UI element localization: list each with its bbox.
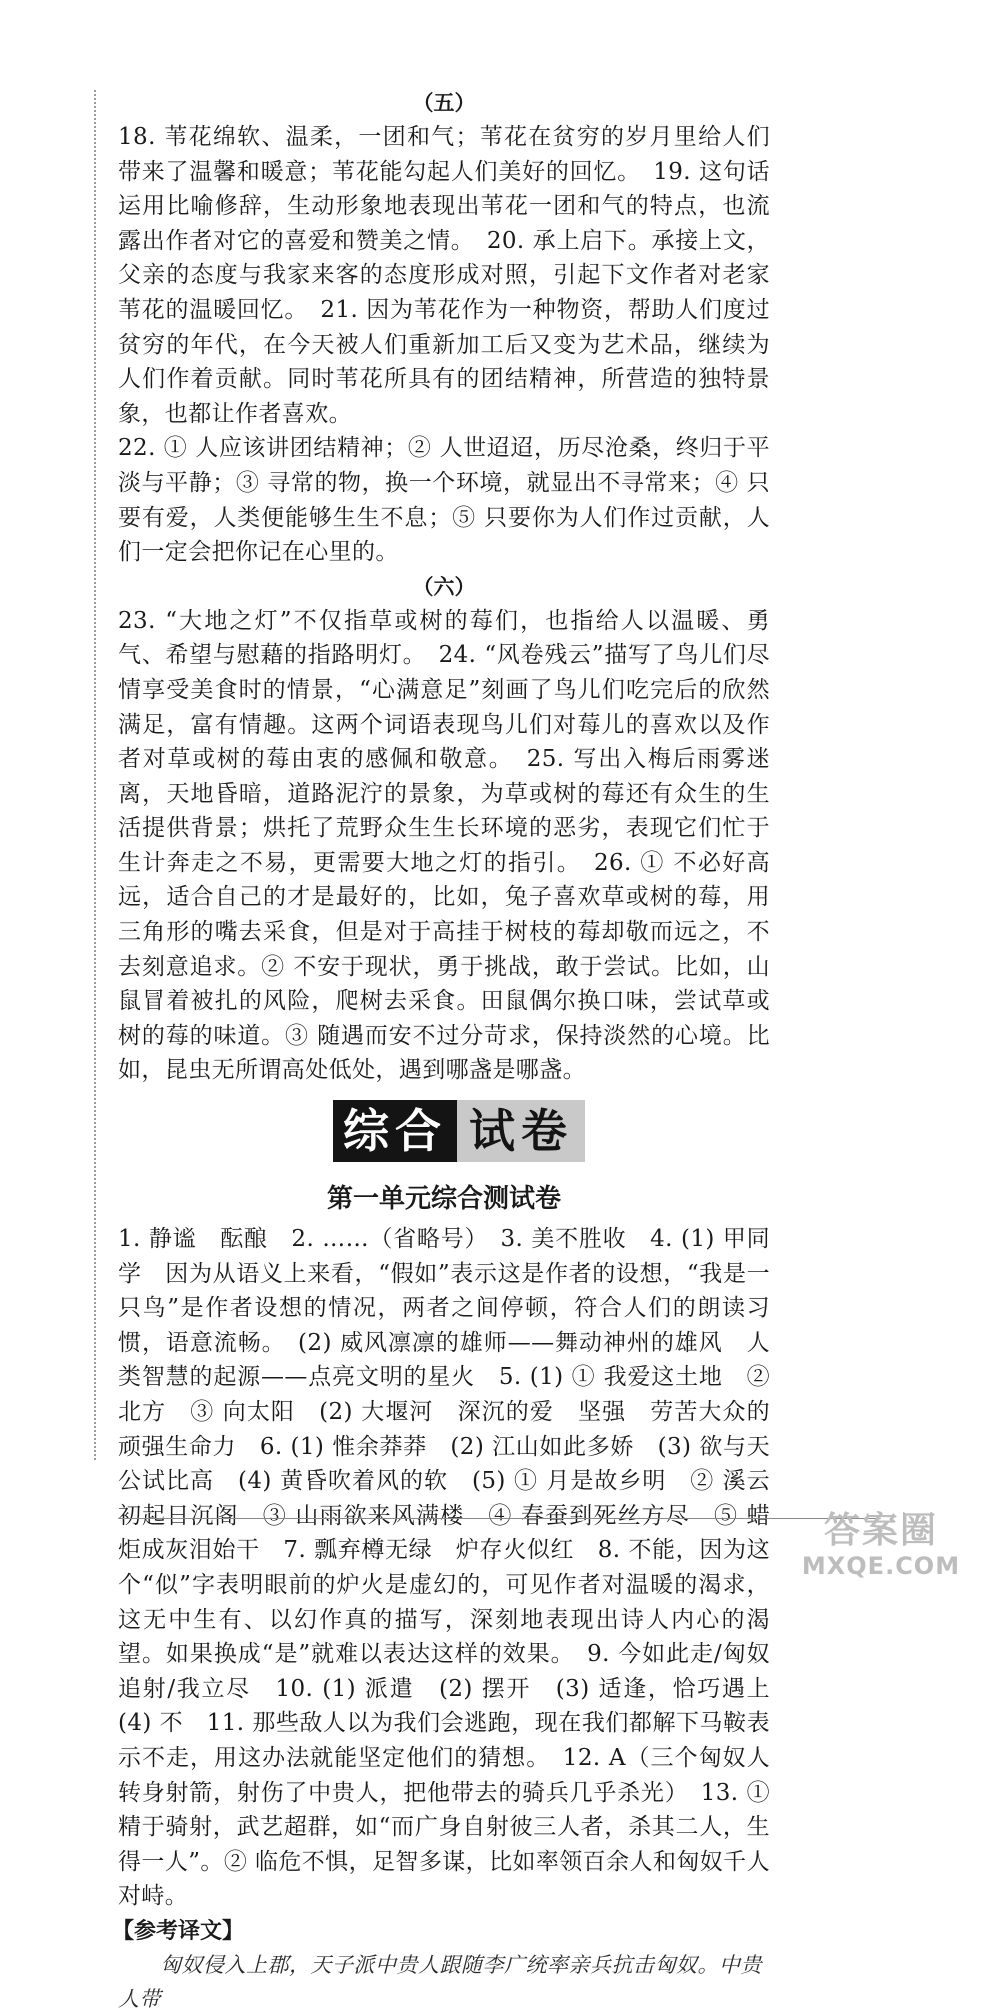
section-heading-5: （五） [412, 90, 476, 115]
answer-paragraph: 22. ① 人应该讲团结精神；② 人世迢迢，历尽沧桑，终归于平淡与平静；③ 寻常的物，换一个环境，就显出不寻常来；④ 只要有爱，人类便能够生生不息；⑤ 只要你为人们作过贡献，人们一定会把你记在心里的。 [118, 435, 770, 566]
section-heading-6: （六） [412, 573, 476, 599]
watermark-bottom-text: MXQE.COM [801, 1552, 961, 1580]
answer-paragraph: 23. “大地之灯”不仅指草或树的莓们，也指给人以温暖、勇气、希望与慰藉的指路明灯。 24. “风卷残云”描写了鸟儿们尽情享受美食时的情景，“心满意足”刻画了鸟儿们吃完后的欣然满足，富有情趣。这两个词语表现鸟儿们对莓儿的喜欢以及作者对草或树的莓由衷的感佩和敬意。 25. 写出入梅后雨雾迷离，天地昏暗，道路泥泞的景象，为草或树的莓还有众生的生活提供背景；烘托了荒野众生生长环境的恶劣，表现它们忙于生计奔走之不易，更需要大地之灯的指引。 26. ① 不必好高远，适合自己的才是最好的，比如，兔子喜欢草或树的莓，用三角形的嘴去采食，但是对于高挂于树枝的莓却敬而远之，不去刻意追求。② 不安于现状，勇于挑战，敢于尝试。比如，山鼠冒着被扎的风险，爬树去采食。田鼠偶尔换口味，尝试草或树的莓的味道。③ 随遇而安不过分苛求，保持淡然的心境。比如，昆虫无所谓高处低处，遇到哪盏是哪盏。 [118, 607, 770, 1084]
banner-container [118, 1100, 770, 1174]
footer-divider [118, 1518, 878, 1519]
watermark-logo [791, 1510, 971, 1584]
reference-translation-label: 【参考译文】 [112, 1917, 245, 1944]
banner-dark-text: 综合 [333, 1100, 457, 1162]
answer-paragraph: 18. 苇花绵软、温柔，一团和气；苇花在贫穷的岁月里给人们带来了温馨和暖意；苇花能勾起人们美好的回忆。 19. 这句话运用比喻修辞，生动形象地表现出苇花一团和气的特点，也流露出作者对它的喜爱和赞美之情。 20. 承上启下。承接上文，父亲的态度与我家来客的态度形成对照，引起下文作者对老家苇花的温暖回忆。 21. 因为苇花作为一种物资，帮助人们度过贫穷的年代，在今天被人们重新加工后又变为艺术品，继续为人们作着贡献。同时苇花所具有的团结精神，所营造的独特景象，也都让作者喜欢。 [118, 124, 770, 427]
unit-title: 第一单元综合测试卷 [326, 1184, 561, 1215]
reference-translation-text: 匈奴侵入上郡，天子派中贵人跟随李广统率亲兵抗击匈奴。中贵人带 [118, 1952, 762, 2011]
watermark-top-text: 答案圈 [823, 1510, 938, 1551]
banner-light-text: 试卷 [457, 1100, 585, 1162]
content-column [112, 86, 794, 2016]
comprehensive-test-banner [333, 1100, 585, 1162]
unit-answer-paragraph: 1. 静谧 酝酿 2. ……（省略号） 3. 美不胜收 4. (1) 甲同学 因为从语义上来看，“假如”表示这是作者的设想，“我是一只鸟”是作者设想的情况，两者之间停顿，符合人们的朗读习惯，语意流畅。 (2) 威风凛凛的雄师——舞动神州的雄风 人类智慧的起源——点亮文明的星火 5. (1) ① 我爱这土地 ② 北方 ③ 向太阳 (2) 大堰河 深沉的爱 坚强 劳苦大众的顽强生命力 6. (1) 惟余莽莽 (2) 江山如此多娇 (3) 欲与天公试比高 (4) 黄昏吹着风的软 (5) ① 月是故乡明 ② 溪云初起日沉阁 ③ 山雨欲来风满楼 ④ 春蚕到死丝方尽 ⑤ 蜡炬成灰泪始干 7. 瓢弃樽无绿 炉存火似红 8. 不能，因为这个“似”字表明眼前的炉火是虚幻的，可见作者对温暖的渴求，这无中生有、以幻作真的描写，深刻地表现出诗人内心的渴望。如果换成“是”就难以表达这样的效果。 9. 今如此走/匈奴追射/我立尽 10. (1) 派遣 (2) 摆开 (3) 适逢，恰巧遇上 (4) 不 11. 那些敌人以为我们会逃跑，现在我们都解下马鞍表示不走，用这办法就能坚定他们的猜想。 12. A（三个匈奴人转身射箭，射伤了中贵人，把他带去的骑兵几乎杀光） 13. ① 精于骑射，武艺超群，如“而广身自射彼三人者，杀其二人，生得一人”。② 临危不惧，足智多谋，比如率领百余人和匈奴千人对峙。 [118, 1226, 794, 1910]
binding-margin-line [94, 90, 96, 1460]
